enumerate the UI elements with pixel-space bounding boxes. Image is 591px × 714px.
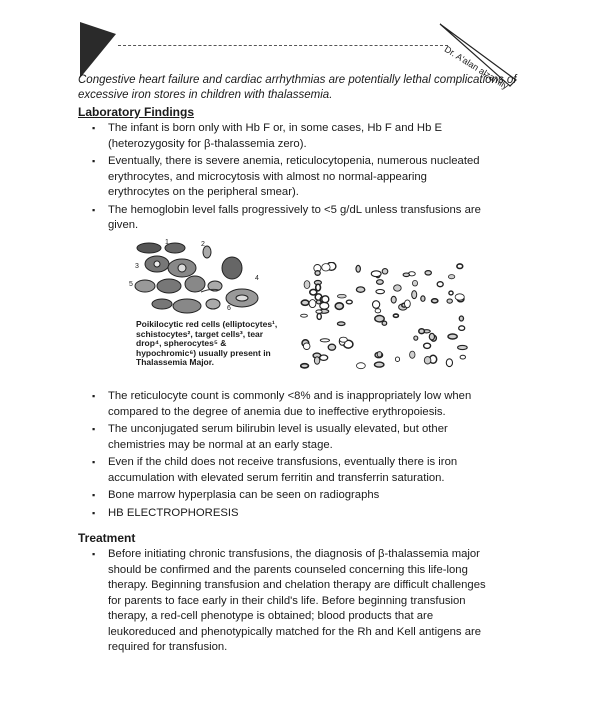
lab-findings-list-top xyxy=(92,121,482,236)
smear-cell xyxy=(316,310,322,313)
smear-cell xyxy=(322,296,329,303)
smear-cell xyxy=(448,334,457,339)
smear-cell xyxy=(377,280,384,285)
lab-findings-heading: Laboratory Findings xyxy=(78,105,195,119)
smear-cell xyxy=(301,364,309,368)
smear-cell xyxy=(449,291,453,295)
smear-cell xyxy=(320,302,329,309)
header-corner-triangle-left xyxy=(78,20,118,80)
smear-cell xyxy=(393,314,398,317)
smear-cell xyxy=(304,281,310,289)
smear-cell xyxy=(371,271,381,277)
smear-cell xyxy=(356,287,364,292)
smear-cell xyxy=(459,326,465,331)
smear-cell xyxy=(320,339,329,342)
smear-cell xyxy=(328,344,335,350)
smear-cell xyxy=(446,359,452,367)
smear-cell xyxy=(457,264,463,269)
smear-cell xyxy=(410,351,415,358)
smear-cell xyxy=(391,296,396,303)
smear-cell xyxy=(421,296,425,301)
smear-cell xyxy=(375,316,384,322)
smear-cell xyxy=(309,300,316,308)
smear-cell xyxy=(424,343,431,348)
list-item: ▪ The hemoglobin level falls progressively to <5 g/dL unless transfusions are given. xyxy=(92,203,482,234)
list-item: ▪ The unconjugated serum bilirubin level is usually elevated, but other chemistries may be normal at an early stage. xyxy=(92,422,482,453)
smear-cell xyxy=(337,322,345,326)
smear-cell xyxy=(322,264,330,271)
smear-cell xyxy=(424,357,431,364)
header-rule xyxy=(118,45,448,46)
figure-label: 5 xyxy=(129,281,133,288)
figure-label: 6 xyxy=(227,305,231,312)
smear-cell xyxy=(376,290,385,294)
smear-cell xyxy=(356,265,360,272)
smear-cell xyxy=(346,300,352,304)
list-item: ▪ Even if the child does not receive transfusions, eventually there is iron accumulation with elevated serum ferritin and transferrin saturation. xyxy=(92,455,482,486)
smear-cell xyxy=(310,289,317,295)
smear-cell xyxy=(458,345,468,349)
author-name: Dr. A'alan alzamily xyxy=(442,44,511,92)
smear-cell xyxy=(459,316,463,321)
smear-cell xyxy=(412,291,417,299)
smear-cell xyxy=(412,280,417,286)
smear-cell xyxy=(315,271,320,276)
smear-cell xyxy=(320,355,328,360)
figure-label: 2 xyxy=(201,241,205,248)
smear-cell xyxy=(405,300,411,308)
smear-cell xyxy=(429,333,434,340)
smear-cell xyxy=(437,282,443,287)
list-item: ▪ Before initiating chronic transfusions, the diagnosis of β-thalassemia major should be confirmed and the parents counseled concerning this life-long therapy. Beginning transfusion and chelation therapy are difficult challenges for parents to face early in their child's life. Before beginning transfusion therapy, a red-cell phenotype is obtained; blood products that are leukoreduced and phenotypically matched for the Rh and Kell antigens are required for transfusion. xyxy=(92,547,492,656)
list-item: ▪ Eventually, there is severe anemia, reticulocytopenia, numerous nucleated erythrocytes, and microcytosis with almost no normal-appearing erythrocytes on the peripheral smear). xyxy=(92,154,482,201)
lab-findings-list-bottom xyxy=(92,389,482,523)
intro-paragraph: Congestive heart failure and cardiac arrhythmias are potentially lethal complications of excessive iron stores in children with thalassemia. xyxy=(78,74,517,101)
smear-cell xyxy=(335,303,343,310)
smear-cell xyxy=(419,329,425,334)
smear-cell xyxy=(394,285,402,291)
smear-cell xyxy=(337,294,346,298)
smear-cell xyxy=(414,336,418,340)
smear-cell xyxy=(455,294,464,300)
smear-cell xyxy=(301,314,308,317)
figure-caption: Poikilocytic red cells (elliptocytes¹, schistocytes², target cells³, tear drop⁴, spherocytes⁵ & hypochromic⁶) usually present in Thalassemia Major. xyxy=(136,319,278,367)
smear-cell xyxy=(375,309,381,313)
smear-cell xyxy=(314,357,319,364)
smear-cell xyxy=(340,337,348,342)
smear-cell xyxy=(403,273,409,277)
treatment-list xyxy=(92,547,492,658)
smear-cell xyxy=(448,275,454,279)
smear-cell xyxy=(375,362,384,367)
smear-cell xyxy=(382,269,388,274)
smear-cell xyxy=(373,301,380,309)
smear-cell xyxy=(303,343,310,350)
figure-label: 3 xyxy=(135,263,139,270)
figure-label: 1 xyxy=(165,239,169,246)
smear-cell xyxy=(447,299,452,303)
smear-cell xyxy=(357,363,366,369)
peripheral-smear-image xyxy=(300,262,472,372)
figure-label: 4 xyxy=(255,275,259,282)
smear-cell xyxy=(425,271,431,275)
treatment-heading: Treatment xyxy=(78,531,136,545)
smear-cell xyxy=(460,355,465,359)
list-item: ▪ The reticulocyte count is commonly <8% and is inappropriately low when compared to the degree of anemia due to ineffective erythropoiesis. xyxy=(92,389,482,420)
smear-cell xyxy=(301,300,309,305)
smear-cell xyxy=(432,299,438,303)
list-item: ▪ The infant is born only with Hb F or, in some cases, Hb F and Hb E (heterozygosity for β-thalassemia zero). xyxy=(92,121,482,152)
smear-cell xyxy=(395,357,399,362)
list-item: ▪ Bone marrow hyperplasia can be seen on radiographs xyxy=(92,488,482,504)
smear-cell xyxy=(317,314,321,320)
smear-cell xyxy=(377,352,382,357)
list-item: ▪ HB ELECTROPHORESIS xyxy=(92,506,482,522)
